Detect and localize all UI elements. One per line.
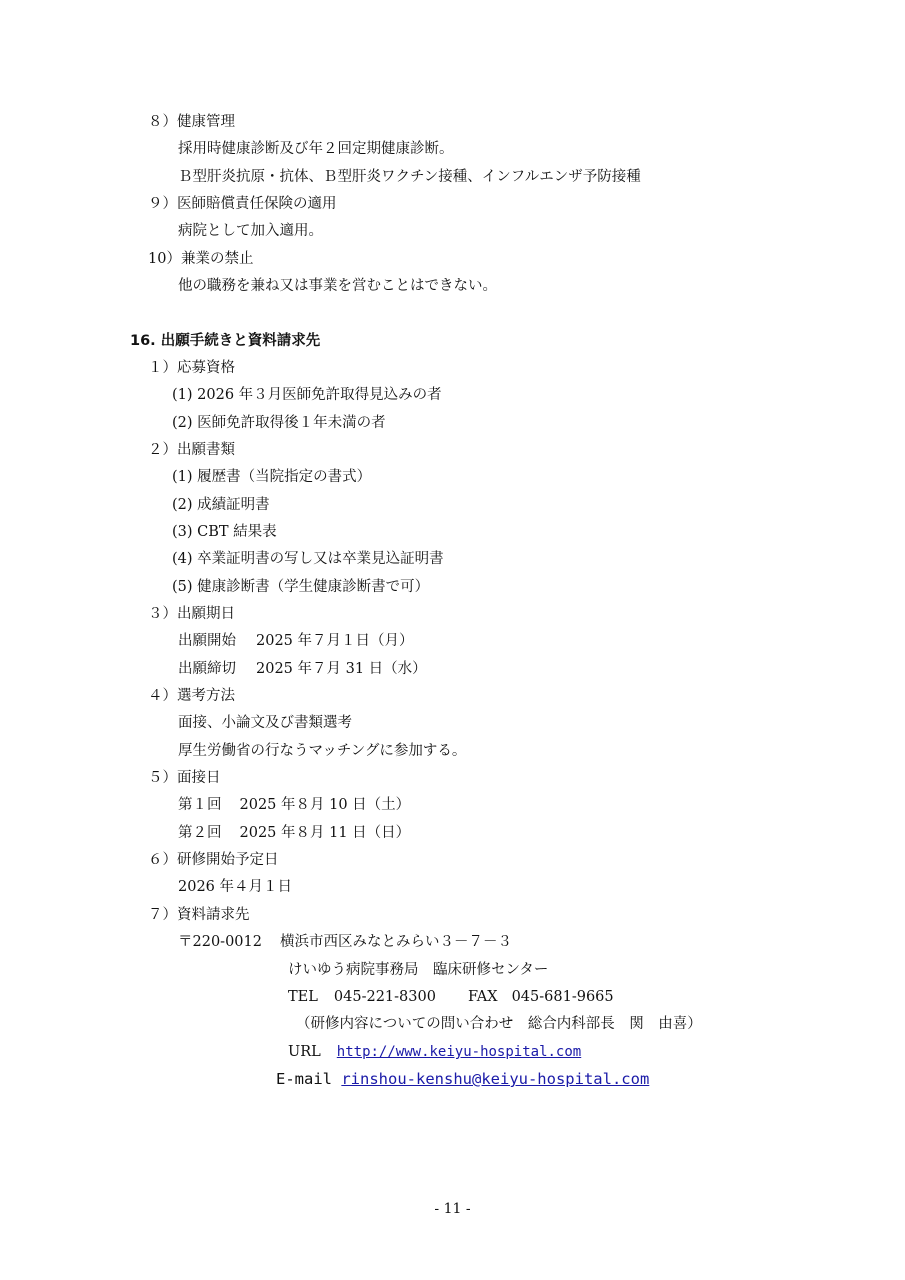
period-start-date: 2025 年７月１日（月） [256, 633, 414, 649]
interview-1 [178, 795, 410, 815]
interview-2-label: 第２回 [178, 825, 222, 841]
contact-title: ７）資料請求先 [148, 907, 250, 923]
item-9-title: ９）医師賠償責任保険の適用 [148, 196, 337, 212]
tel-number: 045-221-8300 [333, 989, 436, 1005]
documents-item-4: (4) 卒業証明書の写し又は卒業見込証明書 [172, 551, 444, 567]
contact-url [288, 1042, 581, 1062]
documents-item-3: (3) CBT 結果表 [172, 524, 277, 540]
fax-number: 045-681-9665 [511, 989, 614, 1005]
contact-phone-fax [288, 987, 614, 1007]
item-8-line-2: Ｂ型肝炎抗原・抗体、Ｂ型肝炎ワクチン接種、インフルエンザ予防接種 [178, 169, 641, 185]
training-start-title: ６）研修開始予定日 [148, 852, 279, 868]
contact-address [178, 932, 512, 952]
url-label: URL [288, 1044, 321, 1060]
interview-1-label: 第１回 [178, 797, 222, 813]
period-start-label: 出願開始 [178, 633, 236, 649]
item-9-line-1: 病院として加入適用。 [178, 223, 323, 239]
qualification-item-1: (1) 2026 年３月医師免許取得見込みの者 [172, 387, 442, 403]
item-8-line-1: 採用時健康診断及び年２回定期健康診断。 [178, 141, 454, 157]
period-end-label: 出願締切 [178, 661, 236, 677]
page-number: - 11 - [434, 1201, 471, 1217]
postal-code: 〒220-0012 [178, 934, 262, 950]
contact-office: けいゆう病院事務局 臨床研修センター [288, 962, 549, 978]
fax-label: FAX [467, 989, 498, 1005]
period-end-date: 2025 年７月 31 日（水） [256, 661, 427, 677]
documents-title: ２）出願書類 [148, 442, 235, 458]
qualification-title: １）応募資格 [148, 360, 235, 376]
selection-line-1: 面接、小論文及び書類選考 [178, 715, 352, 731]
contact-inquiry: （研修内容についての問い合わせ 総合内科部長 関 由喜） [296, 1016, 702, 1032]
period-end [178, 659, 427, 679]
item-10-line-1: 他の職務を兼ね又は事業を営むことはできない。 [178, 278, 497, 294]
qualification-item-2: (2) 医師免許取得後１年未満の者 [172, 415, 386, 431]
interview-1-date: 2025 年８月 10 日（土） [239, 797, 411, 813]
tel-label: TEL [288, 989, 318, 1005]
website-link[interactable]: http://www.keiyu-hospital.com [336, 1044, 582, 1060]
item-8-title: ８）健康管理 [148, 114, 235, 130]
documents-item-1: (1) 履歴書（当院指定の書式） [172, 469, 372, 485]
section-16-heading: 16. 出願手続きと資料請求先 [130, 333, 321, 349]
training-start-date: 2026 年４月１日 [178, 879, 293, 895]
email-link[interactable]: rinshou-kenshu@keiyu-hospital.com [341, 1070, 650, 1088]
period-title: ３）出願期日 [148, 606, 235, 622]
period-start [178, 631, 414, 651]
selection-title: ４）選考方法 [148, 688, 235, 704]
item-10-title: 10）兼業の禁止 [148, 251, 254, 267]
street-address: 横浜市西区みなとみらい３－７－３ [279, 934, 512, 950]
interview-title: ５）面接日 [148, 770, 221, 786]
documents-item-2: (2) 成績証明書 [172, 497, 270, 513]
interview-2 [178, 823, 410, 843]
interview-2-date: 2025 年８月 11 日（日） [239, 825, 411, 841]
documents-item-5: (5) 健康診断書（学生健康診断書で可） [172, 579, 430, 595]
selection-line-2: 厚生労働省の行なうマッチングに参加する。 [178, 743, 467, 759]
contact-email [276, 1069, 649, 1089]
email-label: E-mail [276, 1070, 332, 1088]
